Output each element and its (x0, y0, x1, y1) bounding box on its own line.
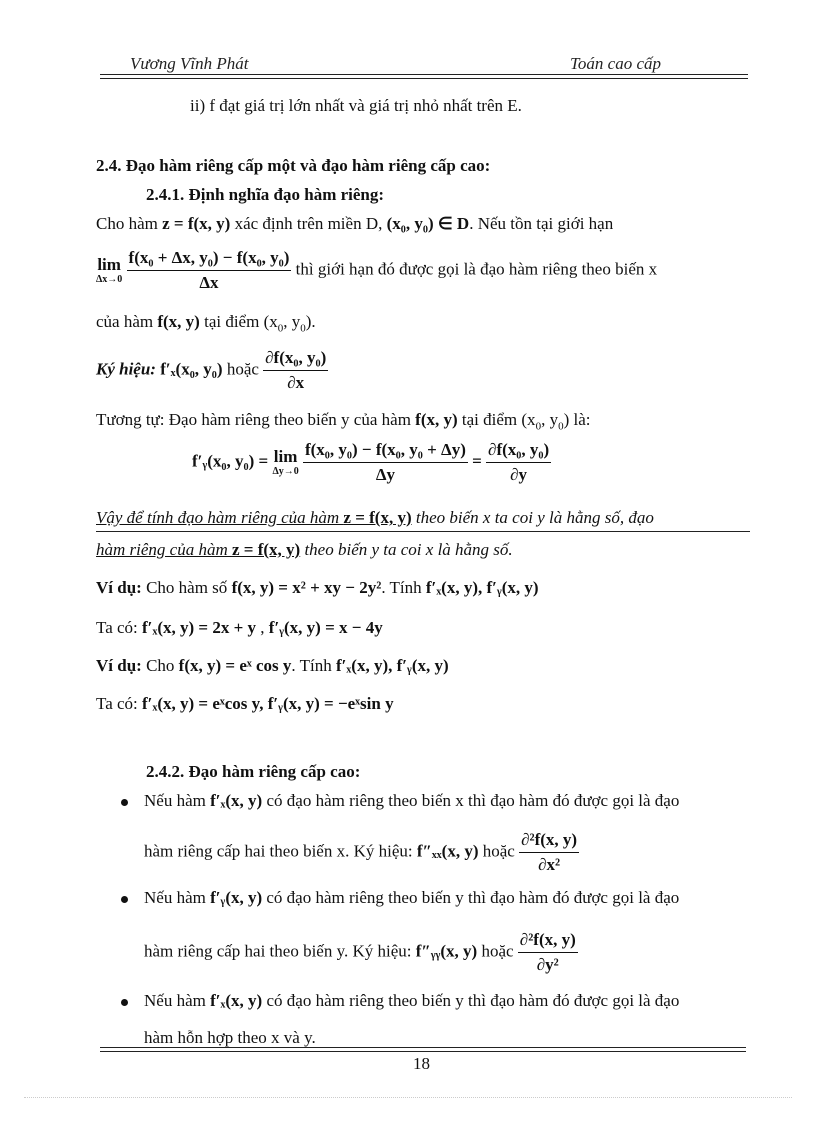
notation-line (96, 348, 328, 393)
note-z-1: z = f(x, y) (343, 508, 412, 527)
header-rule-bottom (100, 78, 748, 79)
fy-equals: = (472, 451, 482, 471)
similarly-text-d: ) là: (563, 410, 591, 429)
notation-label: Ký hiệu: (96, 359, 156, 379)
section-title: 2.4. Đạo hàm riêng cấp một và đạo hàm riêng cấp cao: (96, 156, 491, 175)
def-text-e2: tại điểm (x (199, 312, 278, 331)
example-1-request: f′ₓ(x, y), f′ᵧ(x, y) (425, 578, 539, 597)
bullet-2-text-b: có đạo hàm riêng theo biến y thì đạo hàm đó được gọi là đạo (262, 888, 680, 907)
footer-rule-top (100, 1047, 746, 1048)
bullet-3-text-a: Nếu hàm (144, 991, 211, 1010)
limit-y-denominator: Δy (375, 465, 395, 484)
example-1-text-b: . Tính (381, 578, 426, 597)
fy-lhs: f′ᵧ(x₀, y₀) = (192, 451, 269, 471)
bullet-1-text-b: có đạo hàm riêng theo biến x thì đạo hàm đó được gọi là đạo (262, 791, 680, 810)
similarly-text-a: Tương tự: Đạo hàm riêng theo biến y của hàm (96, 410, 416, 429)
def-text-c: . Nếu tồn tại giới hạn (469, 214, 614, 233)
bullet-1-icon (121, 799, 128, 806)
answer-2-label: Ta có: (96, 694, 143, 713)
note-line-1 (96, 508, 654, 528)
example-1-function: f(x, y) = x² + xy − 2y² (231, 578, 382, 597)
bullet-1-fraction (519, 830, 579, 875)
answer-1-label: Ta có: (96, 618, 143, 637)
bullet-3-icon (121, 999, 128, 1006)
bottom-dotted-divider (24, 1097, 792, 1098)
example-2-text-b: . Tính (291, 656, 336, 675)
example-1-text-a: Cho hàm số (141, 578, 232, 597)
bullet-1-fx: f′ₓ(x, y) (210, 791, 263, 810)
limit-x-fraction (127, 248, 292, 293)
limit-x-sub: Δx→0 (96, 274, 123, 285)
note-underline-1 (96, 531, 750, 532)
similarly-sub-x: 0 (535, 420, 542, 433)
notation-denominator: ∂x (287, 373, 305, 392)
bullet-2-text-a: Nếu hàm (144, 888, 211, 907)
bullet-2-denominator: ∂y² (536, 955, 559, 974)
def-point-formula: (x₀, y₀) ∈ D (386, 214, 470, 233)
limit-y-sub: Δy→0 (272, 466, 299, 477)
def-text-b: xác định trên miền D, (230, 214, 387, 233)
similarly-sub-y: 0 (558, 420, 564, 433)
limit-y-numerator: f(x₀, y₀) − f(x₀, y₀ + Δy) (303, 440, 468, 463)
def-e-fx: f(x, y) (157, 312, 200, 331)
partial-y-numerator: ∂f(x₀, y₀) (486, 440, 551, 463)
def-z-formula: z = f(x, y) (162, 214, 231, 233)
bullet-2-icon (121, 896, 128, 903)
bullet-3-fx: f′ₓ(x, y) (210, 991, 263, 1010)
definition-line-3 (96, 312, 316, 334)
bullet-2-numerator: ∂²f(x, y) (518, 930, 578, 953)
similarly-fx: f(x, y) (415, 410, 458, 429)
answer-1-fy: f′ᵧ(x, y) = x − 4y (268, 618, 383, 637)
example-2-label: Ví dụ: (96, 656, 142, 675)
partial-y-fraction (486, 440, 551, 485)
notation-fx: f′ₓ(x₀, y₀) (160, 359, 223, 379)
limit-x-numerator: f(x₀ + Δx, y₀) − f(x₀, y₀) (127, 248, 292, 271)
def-text-a: Cho hàm (96, 214, 163, 233)
answer-2-value: f′ₓ(x, y) = eˣcos y, f′ᵧ(x, y) = −eˣsin y (142, 694, 394, 713)
bullet-3-line-1 (144, 991, 679, 1011)
def-text-d: thì giới hạn đó được gọi là đạo hàm riêng theo biến x (291, 259, 658, 279)
limit-x (96, 256, 122, 285)
limit-y-word: lim (273, 447, 298, 466)
header-subject: Toán cao cấp (570, 54, 661, 73)
note-text-c: hàm riêng của hàm (96, 540, 232, 559)
similarly-text-c: , y (541, 410, 559, 429)
note-text-a: Vậy để tính đạo hàm riêng của hàm (96, 508, 344, 527)
bullet-2-symbol: f″ᵧᵧ(x, y) (415, 941, 478, 961)
notation-numerator: ∂f(x₀, y₀) (263, 348, 328, 371)
bullet-2-or: hoặc (477, 941, 518, 961)
bullet-3-line-2: hàm hỗn hợp theo x và y. (144, 1028, 316, 1047)
def-text-e1: của hàm (96, 312, 158, 331)
def-e-sub-y: 0 (300, 322, 306, 335)
partial-y-denominator: ∂y (510, 465, 528, 484)
bullet-1-numerator: ∂²f(x, y) (519, 830, 579, 853)
definition-line-1 (96, 214, 613, 234)
notation-or: hoặc (222, 359, 264, 379)
def-e-sub-x: 0 (277, 322, 284, 335)
limit-y-fraction (303, 440, 468, 485)
subsection-title-2: 2.4.2. Đạo hàm riêng cấp cao: (146, 762, 361, 781)
example-2-text-a: Cho (141, 656, 179, 675)
header-rule-top (100, 74, 748, 75)
notation-fraction (263, 348, 328, 393)
bullet-1-text-a: Nếu hàm (144, 791, 211, 810)
bullet-2-line-2 (144, 930, 578, 975)
bullet-1-line-1 (144, 791, 679, 811)
similarly-line (96, 410, 590, 432)
similarly-text-b: tại điểm (x (457, 410, 536, 429)
bullet-1-text-c: hàm riêng cấp hai theo biến x. Ký hiệu: (144, 841, 417, 861)
answer-1-sep: , (256, 618, 269, 637)
bullet-3-text-b: có đạo hàm riêng theo biến y thì đạo hàm đó được gọi là đạo (262, 991, 680, 1010)
subsection-title-1: 2.4.1. Định nghĩa đạo hàm riêng: (146, 185, 385, 204)
example-1 (96, 578, 539, 598)
note-text-d: theo biến y ta coi x là hằng số. (300, 540, 513, 559)
page-number: 18 (413, 1054, 430, 1073)
example-2-request: f′ₓ(x, y), f′ᵧ(x, y) (335, 656, 449, 675)
example-2 (96, 656, 449, 676)
bullet-1-or: hoặc (478, 841, 520, 861)
bullet-2-line-1 (144, 888, 679, 908)
example-1-label: Ví dụ: (96, 578, 142, 597)
answer-1-fx: f′ₓ(x, y) = 2x + y (142, 618, 257, 637)
definition-line-2 (96, 248, 657, 293)
def-text-e3: , y (283, 312, 301, 331)
footer-rule-bottom (100, 1051, 746, 1052)
bullet-1-symbol: f″ₓₓ(x, y) (416, 841, 479, 861)
bullet-2-fx: f′ᵧ(x, y) (210, 888, 263, 907)
answer-2 (96, 694, 394, 714)
note-text-b: theo biến x ta coi y là hằng số, đạo (411, 508, 654, 527)
fy-equation (192, 440, 551, 485)
limit-x-denominator: Δx (199, 273, 219, 292)
note-z-2: z = f(x, y) (231, 540, 301, 559)
bullet-2-text-c: hàm riêng cấp hai theo biến y. Ký hiệu: (144, 941, 416, 961)
def-text-e4: ). (305, 312, 316, 331)
limit-y (272, 448, 298, 477)
note-line-2 (96, 540, 513, 560)
bullet-1-denominator: ∂x² (538, 855, 561, 874)
limit-x-word: lim (97, 255, 121, 274)
header-author: Vương Vĩnh Phát (130, 54, 249, 73)
example-2-function: f(x, y) = eˣ cos y (178, 656, 292, 675)
answer-1 (96, 618, 383, 638)
intro-item: ii) f đạt giá trị lớn nhất và giá trị nhỏ nhất trên E. (190, 96, 522, 115)
bullet-1-line-2 (144, 830, 579, 875)
bullet-2-fraction (518, 930, 578, 975)
